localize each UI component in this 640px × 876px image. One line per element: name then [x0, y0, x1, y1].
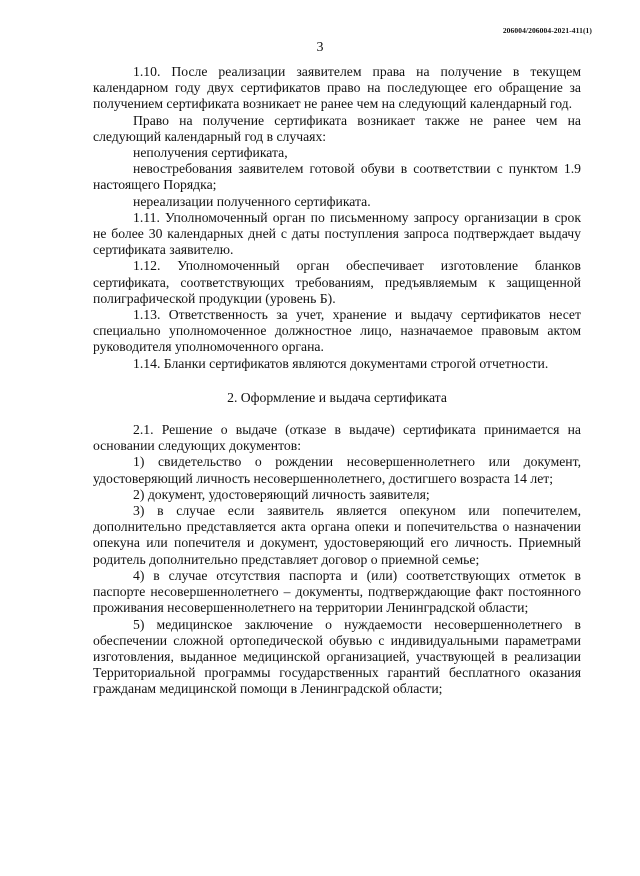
paragraph-case-2: невостребования заявителем готовой обуви в соответствии с пунктом 1.9 настоящего Порядка; [93, 161, 581, 193]
list-item-1: 1) свидетельство о рождении несовершеннолетнего или документ, удостоверяющий личность несовершеннолетнего, достигшего возраста 14 лет; [93, 454, 581, 486]
paragraph-case-3: нереализации полученного сертификата. [133, 193, 371, 209]
section-heading: 2. Оформление и выдача сертификата [227, 389, 447, 405]
document-number: 206004/206004-2021-411(1) [502, 26, 592, 35]
page-number: 3 [316, 40, 324, 55]
paragraph-1-13: 1.13. Ответственность за учет, хранение и выдачу сертификатов несет специально уполномоченное должностное лицо, назначаемое правовым актом руководителя уполномоченного органа. [93, 307, 581, 355]
paragraph-1-10: 1.10. После реализации заявителем права на получение в текущем календарном году двух сертификатов право на последующее его обращение за получением сертификата возникает не ранее чем на следующий календарный год. [93, 64, 581, 112]
list-item-5: 5) медицинское заключение о нуждаемости несовершеннолетнего в обеспечении сложной ортопедической обувью с индивидуальными параметрами изготовления, выданное медицинской организацией, участвующей в реализации Территориальной программы государственных гарантий бесплатного оказания гражданам медицинской помощи в Ленинградской области; [93, 616, 581, 697]
paragraph-1-11: 1.11. Уполномоченный орган по письменному запросу организации в срок не более 30 календарных дней с даты поступления запроса подтверждает выдачу сертификата заявителю. [93, 209, 581, 258]
list-item-4: 4) в случае отсутствия паспорта и (или) соответствующих отметок в паспорте несовершеннолетнего – документы, подтверждающие факт постоянного проживания несовершеннолетнего на территории Ленинградской области; [93, 567, 581, 616]
paragraph-cases-intro: Право на получение сертификата возникает также не ранее чем на следующий календарный год в случаях: [93, 112, 581, 144]
paragraph-case-1: неполучения сертификата, [133, 145, 288, 161]
list-item-3: 3) в случае если заявитель является опекуном или попечителем, дополнительно представляется акта органа опеки и попечительства о назначении опекуна или попечителя и документ, удостоверяющий его личность. Приемный родитель дополнительно представляет договор о приемной семье; [93, 503, 581, 567]
paragraph-2-1: 2.1. Решение о выдаче (отказе в выдаче) сертификата принимается на основании следующих документов: [93, 422, 581, 454]
paragraph-1-12: 1.12. Уполномоченный орган обеспечивает изготовление бланков сертификата, соответствующих требованиям, предъявляемым к защищенной полиграфической продукции (уровень Б). [93, 258, 581, 306]
document-body [93, 64, 581, 698]
list-item-2: 2) документ, удостоверяющий личность заявителя; [133, 486, 430, 502]
paragraph-1-14: 1.14. Бланки сертификатов являются документами строгой отчетности. [133, 355, 549, 371]
